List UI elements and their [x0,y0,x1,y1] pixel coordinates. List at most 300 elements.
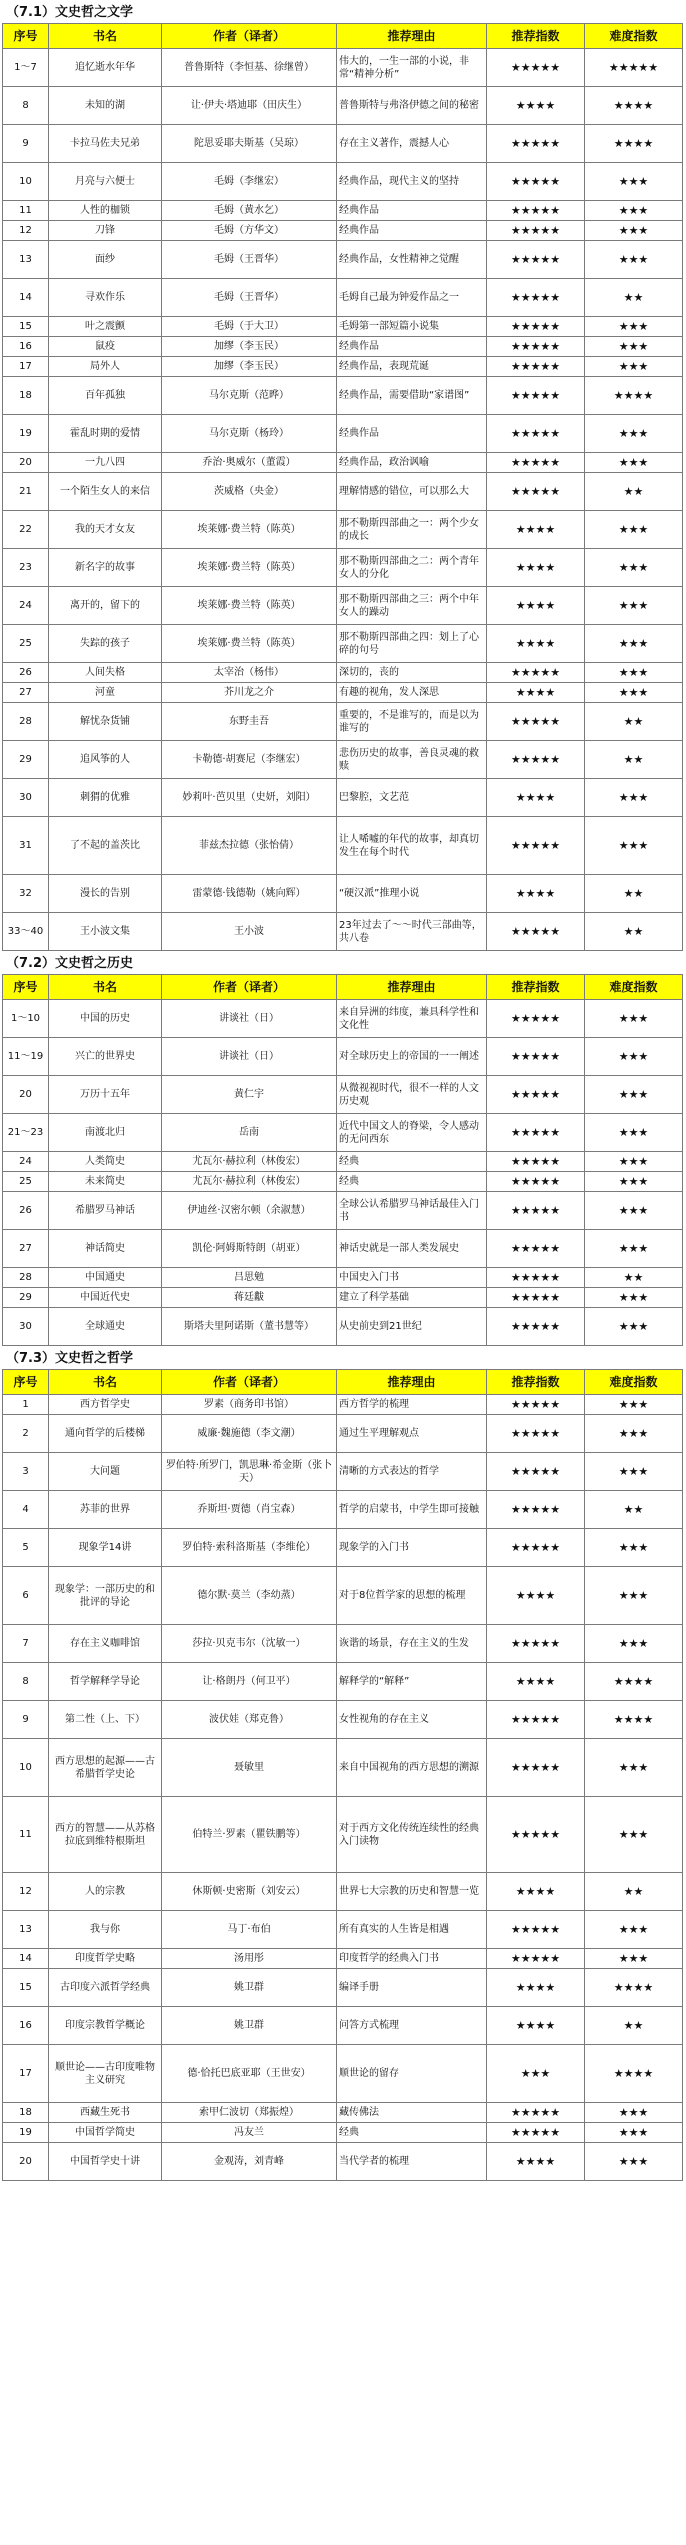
cell-reason: 从史前史到21世纪 [337,1308,487,1346]
cell-reason: 近代中国文人的脊梁，令人感动的无问西东 [337,1114,487,1152]
cell-difficulty-stars: ★★★ [585,201,683,221]
cell-index: 11～19 [3,1038,49,1076]
cell-recommend-stars: ★★★★ [487,549,585,587]
cell-author: 埃莱娜·费兰特（陈英） [162,625,337,663]
cell-recommend-stars: ★★★★★ [487,125,585,163]
cell-recommend-stars: ★★★★★ [487,817,585,875]
cell-reason: 来自异洲的纬度，兼具科学性和文化性 [337,1000,487,1038]
cell-difficulty-stars: ★★★ [585,1288,683,1308]
cell-reason: 西方哲学的梳理 [337,1395,487,1415]
cell-recommend-stars: ★★★★ [487,511,585,549]
cell-author: 马尔克斯（范晔） [162,377,337,415]
cell-book-title: 河童 [49,683,162,703]
table-row [3,1038,683,1076]
cell-difficulty-stars: ★★★ [585,415,683,453]
cell-book-title: 印度宗教哲学概论 [49,2007,162,2045]
table-header-row [3,24,683,49]
cell-reason: 神话史就是一部人类发展史 [337,1230,487,1268]
cell-recommend-stars: ★★★★★ [487,1268,585,1288]
cell-difficulty-stars: ★★★ [585,1739,683,1797]
header-author: 作者（译者） [162,975,337,1000]
header-reason: 推荐理由 [337,975,487,1000]
cell-difficulty-stars: ★★ [585,741,683,779]
header-difficulty: 难度指数 [585,975,683,1000]
cell-book-title: 人间失格 [49,663,162,683]
cell-reason: 经典作品 [337,337,487,357]
table-row [3,241,683,279]
cell-author: 芥川龙之介 [162,683,337,703]
cell-recommend-stars: ★★★★ [487,1663,585,1701]
table-row [3,201,683,221]
cell-difficulty-stars: ★★ [585,703,683,741]
cell-recommend-stars: ★★★ [487,2045,585,2103]
table-row [3,549,683,587]
table-row [3,1000,683,1038]
cell-author: 尤瓦尔·赫拉利（林俊宏） [162,1152,337,1172]
section-title: （7.3）文史哲之哲学 [6,1351,134,1366]
cell-index: 28 [3,703,49,741]
table-row [3,817,683,875]
cell-difficulty-stars: ★★★ [585,625,683,663]
table-row [3,357,683,377]
cell-author: 罗伯特·索科洛斯基（李维伦） [162,1529,337,1567]
cell-index: 25 [3,1172,49,1192]
cell-index: 10 [3,163,49,201]
cell-index: 16 [3,2007,49,2045]
cell-author: 姚卫群 [162,1969,337,2007]
cell-reason: 对全球历史上的帝国的一一阐述 [337,1038,487,1076]
cell-book-title: 古印度六派哲学经典 [49,1969,162,2007]
cell-difficulty-stars: ★★★ [585,1152,683,1172]
cell-author: 妙莉叶·芭贝里（史妍，刘阳） [162,779,337,817]
cell-index: 11 [3,201,49,221]
cell-reason: 巴黎腔，文艺范 [337,779,487,817]
cell-index: 8 [3,1663,49,1701]
table-row [3,913,683,951]
cell-book-title: 西方思想的起源——古希腊哲学史论 [49,1739,162,1797]
cell-difficulty-stars: ★★★ [585,1529,683,1567]
table-row [3,1491,683,1529]
header-index: 序号 [3,24,49,49]
cell-book-title: 刀锋 [49,221,162,241]
cell-book-title: 南渡北归 [49,1114,162,1152]
cell-recommend-stars: ★★★★★ [487,1288,585,1308]
cell-index: 19 [3,2123,49,2143]
cell-reason: 所有真实的人生皆是相遇 [337,1911,487,1949]
cell-author: 毛姆（李继宏） [162,163,337,201]
cell-recommend-stars: ★★★★★ [487,1453,585,1491]
cell-recommend-stars: ★★★★★ [487,741,585,779]
cell-index: 26 [3,663,49,683]
table-row [3,703,683,741]
cell-index: 1 [3,1395,49,1415]
cell-recommend-stars: ★★★★★ [487,49,585,87]
cell-recommend-stars: ★★★★★ [487,1230,585,1268]
cell-author: 伯特兰·罗素（瞿铁鹏等） [162,1797,337,1873]
cell-reason: 经典作品 [337,201,487,221]
cell-author: 茨威格（央金） [162,473,337,511]
header-index: 序号 [3,975,49,1000]
header-author: 作者（译者） [162,24,337,49]
cell-index: 17 [3,2045,49,2103]
cell-reason: 经典作品，现代主义的坚持 [337,163,487,201]
table-row [3,317,683,337]
cell-reason: 哲学的启蒙书，中学生即可接触 [337,1491,487,1529]
cell-difficulty-stars: ★★ [585,875,683,913]
cell-book-title: 漫长的告别 [49,875,162,913]
cell-difficulty-stars: ★★★★★ [585,49,683,87]
cell-recommend-stars: ★★★★★ [487,377,585,415]
table-row [3,279,683,317]
cell-recommend-stars: ★★★★★ [487,2103,585,2123]
cell-reason: 中国史入门书 [337,1268,487,1288]
cell-difficulty-stars: ★★★ [585,2123,683,2143]
cell-author: 乔斯坦·贾德（肖宝森） [162,1491,337,1529]
cell-book-title: 万历十五年 [49,1076,162,1114]
header-author: 作者（译者） [162,1370,337,1395]
table-row [3,1395,683,1415]
section-title: （7.2）文史哲之历史 [6,956,134,971]
cell-recommend-stars: ★★★★★ [487,453,585,473]
table-row [3,1873,683,1911]
header-recommend: 推荐指数 [487,1370,585,1395]
cell-index: 21～23 [3,1114,49,1152]
cell-difficulty-stars: ★★★ [585,1114,683,1152]
cell-book-title: 全球通史 [49,1308,162,1346]
table-row [3,1192,683,1230]
cell-reason: 经典 [337,2123,487,2143]
cell-index: 12 [3,1873,49,1911]
cell-author: 尤瓦尔·赫拉利（林俊宏） [162,1172,337,1192]
cell-difficulty-stars: ★★ [585,1268,683,1288]
cell-difficulty-stars: ★★★ [585,817,683,875]
cell-difficulty-stars: ★★ [585,2007,683,2045]
cell-index: 3 [3,1453,49,1491]
cell-index: 27 [3,683,49,703]
cell-recommend-stars: ★★★★★ [487,1739,585,1797]
table-row [3,1911,683,1949]
header-difficulty: 难度指数 [585,1370,683,1395]
cell-author: 埃莱娜·费兰特（陈英） [162,511,337,549]
cell-book-title: 苏菲的世界 [49,1491,162,1529]
header-reason: 推荐理由 [337,24,487,49]
cell-book-title: 人类简史 [49,1152,162,1172]
cell-index: 12 [3,221,49,241]
cell-index: 17 [3,357,49,377]
cell-book-title: 寻欢作乐 [49,279,162,317]
cell-reason: 经典作品，表现荒诞 [337,357,487,377]
cell-index: 9 [3,1701,49,1739]
cell-book-title: 现象学：一部历史的和批评的导论 [49,1567,162,1625]
cell-difficulty-stars: ★★★ [585,1172,683,1192]
cell-reason: 印度哲学的经典入门书 [337,1949,487,1969]
cell-recommend-stars: ★★★★★ [487,1076,585,1114]
cell-author: 东野圭吾 [162,703,337,741]
cell-difficulty-stars: ★★★ [585,1415,683,1453]
cell-difficulty-stars: ★★★ [585,1076,683,1114]
cell-reason: 建立了科学基础 [337,1288,487,1308]
cell-index: 24 [3,587,49,625]
cell-difficulty-stars: ★★ [585,1491,683,1529]
cell-recommend-stars: ★★★★★ [487,1038,585,1076]
cell-author: 蒋廷黻 [162,1288,337,1308]
cell-book-title: 刺猬的优雅 [49,779,162,817]
table-row [3,2007,683,2045]
cell-author: 黄仁宇 [162,1076,337,1114]
cell-book-title: 百年孤独 [49,377,162,415]
cell-reason: 让人唏嘘的年代的故事，却真切发生在每个时代 [337,817,487,875]
cell-book-title: 月亮与六便士 [49,163,162,201]
table-row [3,587,683,625]
cell-author: 王小波 [162,913,337,951]
cell-book-title: 西方的智慧——从苏格拉底到维特根斯坦 [49,1797,162,1873]
cell-book-title: 一个陌生女人的来信 [49,473,162,511]
cell-index: 25 [3,625,49,663]
cell-book-title: 大问题 [49,1453,162,1491]
cell-difficulty-stars: ★★★ [585,241,683,279]
table-header-row [3,1370,683,1395]
cell-recommend-stars: ★★★★★ [487,1172,585,1192]
cell-reason: 清晰的方式表达的哲学 [337,1453,487,1491]
cell-book-title: 未来简史 [49,1172,162,1192]
cell-recommend-stars: ★★★★ [487,779,585,817]
cell-index: 15 [3,1969,49,2007]
cell-author: 太宰治（杨伟） [162,663,337,683]
cell-book-title: 追忆逝水年华 [49,49,162,87]
header-difficulty: 难度指数 [585,24,683,49]
book-table [2,23,683,951]
cell-recommend-stars: ★★★★★ [487,1491,585,1529]
header-recommend: 推荐指数 [487,975,585,1000]
cell-index: 18 [3,2103,49,2123]
table-row [3,1625,683,1663]
cell-author: 乔治·奥威尔（董霞） [162,453,337,473]
cell-book-title: 我与你 [49,1911,162,1949]
cell-difficulty-stars: ★★★ [585,1453,683,1491]
table-row [3,1663,683,1701]
cell-index: 24 [3,1152,49,1172]
cell-book-title: 兴亡的世界史 [49,1038,162,1076]
cell-reason: 编译手册 [337,1969,487,2007]
cell-recommend-stars: ★★★★ [487,1969,585,2007]
cell-difficulty-stars: ★★★ [585,1395,683,1415]
cell-reason: 对于8位哲学家的思想的梳理 [337,1567,487,1625]
cell-book-title: 中国哲学简史 [49,2123,162,2143]
cell-reason: 经典 [337,1152,487,1172]
cell-author: 休斯顿·史密斯（刘安云） [162,1873,337,1911]
cell-index: 13 [3,1911,49,1949]
cell-author: 斯塔夫里阿诺斯（董书慧等） [162,1308,337,1346]
cell-reason: 诙谐的场景，存在主义的生发 [337,1625,487,1663]
cell-index: 15 [3,317,49,337]
cell-author: 马丁·布伯 [162,1911,337,1949]
cell-book-title: 西藏生死书 [49,2103,162,2123]
cell-author: 德尔默·莫兰（李幼蒸） [162,1567,337,1625]
cell-reason: 那不勒斯四部曲之三：两个中年女人的躁动 [337,587,487,625]
table-row [3,337,683,357]
table-row [3,473,683,511]
cell-difficulty-stars: ★★★ [585,1911,683,1949]
table-row [3,163,683,201]
cell-book-title: 了不起的盖茨比 [49,817,162,875]
cell-reason: 毛姆第一部短篇小说集 [337,317,487,337]
cell-recommend-stars: ★★★★★ [487,1114,585,1152]
header-book-title: 书名 [49,1370,162,1395]
table-row [3,779,683,817]
cell-recommend-stars: ★★★★★ [487,337,585,357]
cell-reason: 当代学者的梳理 [337,2143,487,2181]
cell-difficulty-stars: ★★ [585,279,683,317]
cell-author: 波伏娃（郑克鲁） [162,1701,337,1739]
cell-difficulty-stars: ★★★★ [585,87,683,125]
table-row [3,1797,683,1873]
cell-recommend-stars: ★★★★ [487,2007,585,2045]
section-3 [2,1348,684,2181]
cell-author: 毛姆（王晋华） [162,241,337,279]
cell-book-title: 第二性（上、下） [49,1701,162,1739]
cell-reason: “硬汉派”推理小说 [337,875,487,913]
cell-book-title: 我的天才女友 [49,511,162,549]
cell-book-title: 西方哲学史 [49,1395,162,1415]
cell-reason: 从微视视时代，很不一样的人文历史观 [337,1076,487,1114]
cell-difficulty-stars: ★★★★ [585,2045,683,2103]
cell-index: 19 [3,415,49,453]
table-row [3,1230,683,1268]
cell-author: 埃莱娜·费兰特（陈英） [162,549,337,587]
cell-reason: 解释学的“解释” [337,1663,487,1701]
table-row [3,1152,683,1172]
cell-book-title: 哲学解释学导论 [49,1663,162,1701]
cell-difficulty-stars: ★★★ [585,357,683,377]
section-2 [2,953,684,1346]
cell-author: 莎拉·贝克韦尔（沈敏一） [162,1625,337,1663]
cell-book-title: 中国近代史 [49,1288,162,1308]
cell-recommend-stars: ★★★★★ [487,317,585,337]
cell-difficulty-stars: ★★★★ [585,1663,683,1701]
table-row [3,87,683,125]
cell-book-title: 离开的，留下的 [49,587,162,625]
book-table [2,974,683,1346]
cell-recommend-stars: ★★★★★ [487,1529,585,1567]
cell-recommend-stars: ★★★★ [487,1873,585,1911]
cell-recommend-stars: ★★★★ [487,683,585,703]
table-row [3,1739,683,1797]
cell-difficulty-stars: ★★★ [585,587,683,625]
cell-book-title: 叶之震颤 [49,317,162,337]
cell-book-title: 中国哲学史十讲 [49,2143,162,2181]
cell-difficulty-stars: ★★★★ [585,1701,683,1739]
cell-author: 凯伦·阿姆斯特朗（胡亚） [162,1230,337,1268]
cell-recommend-stars: ★★★★★ [487,1911,585,1949]
cell-recommend-stars: ★★★★★ [487,1395,585,1415]
cell-book-title: 卡拉马佐夫兄弟 [49,125,162,163]
table-row [3,1415,683,1453]
cell-book-title: 人性的枷锁 [49,201,162,221]
cell-reason: 毛姆自己最为钟爱作品之一 [337,279,487,317]
cell-recommend-stars: ★★★★★ [487,1701,585,1739]
cell-recommend-stars: ★★★★ [487,625,585,663]
cell-book-title: 印度哲学史略 [49,1949,162,1969]
cell-recommend-stars: ★★★★★ [487,663,585,683]
cell-difficulty-stars: ★★★ [585,1797,683,1873]
table-row [3,453,683,473]
table-row [3,415,683,453]
table-row [3,1969,683,2007]
table-row [3,1172,683,1192]
cell-reason: 存在主义著作，震撼人心 [337,125,487,163]
cell-reason: 问答方式梳理 [337,2007,487,2045]
cell-difficulty-stars: ★★★★ [585,125,683,163]
table-row [3,2103,683,2123]
table-row [3,2045,683,2103]
table-row [3,1114,683,1152]
cell-author: 讲谈社（日） [162,1000,337,1038]
cell-book-title: 存在主义咖啡馆 [49,1625,162,1663]
cell-index: 4 [3,1491,49,1529]
cell-author: 毛姆（于大卫） [162,317,337,337]
cell-difficulty-stars: ★★★ [585,511,683,549]
section-title: （7.1）文史哲之文学 [6,5,134,20]
cell-difficulty-stars: ★★★ [585,1625,683,1663]
table-row [3,741,683,779]
table-row [3,377,683,415]
cell-book-title: 局外人 [49,357,162,377]
cell-recommend-stars: ★★★★★ [487,201,585,221]
cell-index: 32 [3,875,49,913]
cell-recommend-stars: ★★★★★ [487,1625,585,1663]
cell-reason: 经典作品，女性精神之觉醒 [337,241,487,279]
cell-book-title: 现象学14讲 [49,1529,162,1567]
table-row [3,663,683,683]
cell-book-title: 面纱 [49,241,162,279]
table-row [3,625,683,663]
cell-difficulty-stars: ★★ [585,1873,683,1911]
cell-book-title: 神话简史 [49,1230,162,1268]
cell-author: 雷蒙德·钱德勒（姚向辉） [162,875,337,913]
cell-index: 20 [3,1076,49,1114]
cell-difficulty-stars: ★★★ [585,1567,683,1625]
cell-author: 吕思勉 [162,1268,337,1288]
cell-index: 7 [3,1625,49,1663]
cell-reason: 那不勒斯四部曲之一：两个少女的成长 [337,511,487,549]
table-row [3,2143,683,2181]
cell-index: 30 [3,779,49,817]
header-book-title: 书名 [49,975,162,1000]
cell-author: 让·格朗丹（何卫平） [162,1663,337,1701]
cell-index: 2 [3,1415,49,1453]
cell-difficulty-stars: ★★★ [585,1949,683,1969]
cell-book-title: 追风筝的人 [49,741,162,779]
cell-index: 29 [3,741,49,779]
cell-book-title: 人的宗教 [49,1873,162,1911]
cell-reason: 经典 [337,1172,487,1192]
cell-book-title: 鼠疫 [49,337,162,357]
cell-author: 菲兹杰拉德（张怡倩） [162,817,337,875]
cell-book-title: 中国通史 [49,1268,162,1288]
table-row [3,221,683,241]
cell-reason: 女性视角的存在主义 [337,1701,487,1739]
cell-author: 伊迪丝·汉密尔顿（余淑慧） [162,1192,337,1230]
table-row [3,125,683,163]
cell-difficulty-stars: ★★ [585,473,683,511]
cell-index: 26 [3,1192,49,1230]
cell-difficulty-stars: ★★★★ [585,1969,683,2007]
cell-book-title: 霍乱时期的爱情 [49,415,162,453]
cell-difficulty-stars: ★★★★ [585,377,683,415]
cell-difficulty-stars: ★★ [585,913,683,951]
cell-reason: 那不勒斯四部曲之二：两个青年女人的分化 [337,549,487,587]
cell-author: 汤用彤 [162,1949,337,1969]
